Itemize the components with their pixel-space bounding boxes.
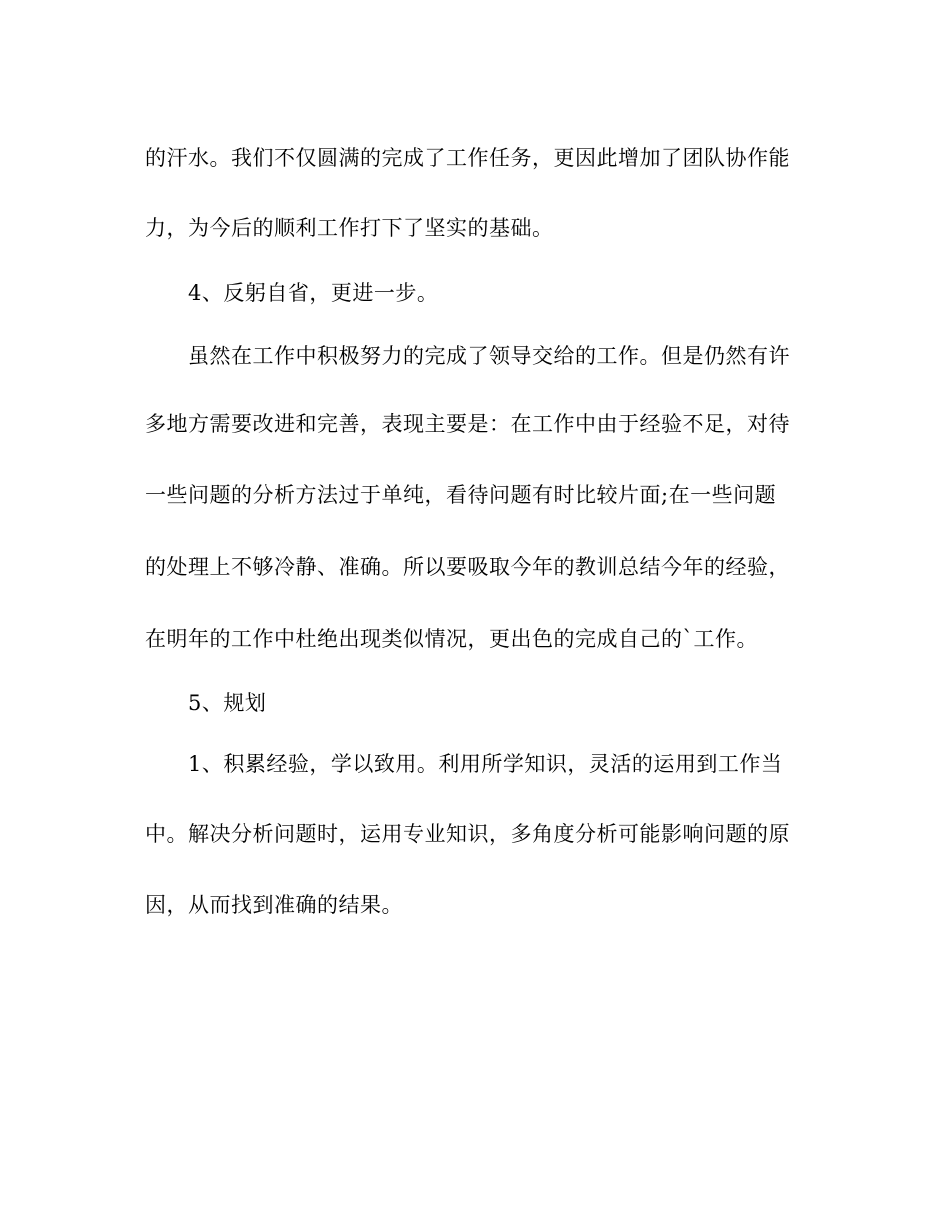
paragraph-line: 的处理上不够冷静、准确。所以要吸取今年的教训总结今年的经验， — [145, 555, 790, 579]
paragraph-line: 因，从而找到准确的结果。 — [145, 893, 403, 917]
paragraph-line: 多地方需要改进和完善，表现主要是：在工作中由于经验不足，对待 — [145, 412, 790, 436]
section-heading: 5、规划 — [188, 691, 267, 715]
paragraph-line: 虽然在工作中积极努力的完成了领导交给的工作。但是仍然有许 — [188, 344, 790, 368]
section-heading: 4、反躬自省，更进一步。 — [188, 281, 439, 305]
paragraph-line: 在明年的工作中杜绝出现类似情况，更出色的完成自己的`工作。 — [145, 627, 758, 651]
paragraph-line: 的汗水。我们不仅圆满的完成了工作任务，更因此增加了团队协作能 — [145, 146, 790, 170]
paragraph-line: 力，为今后的顺利工作打下了坚实的基础。 — [145, 216, 554, 240]
paragraph-line: 1、积累经验，学以致用。利用所学知识，灵活的运用到工作当 — [188, 752, 783, 776]
paragraph-line: 中。解决分析问题时，运用专业知识，多角度分析可能影响问题的原 — [145, 822, 790, 846]
paragraph-line: 一些问题的分析方法过于单纯，看待问题有时比较片面;在一些问题 — [145, 483, 777, 507]
